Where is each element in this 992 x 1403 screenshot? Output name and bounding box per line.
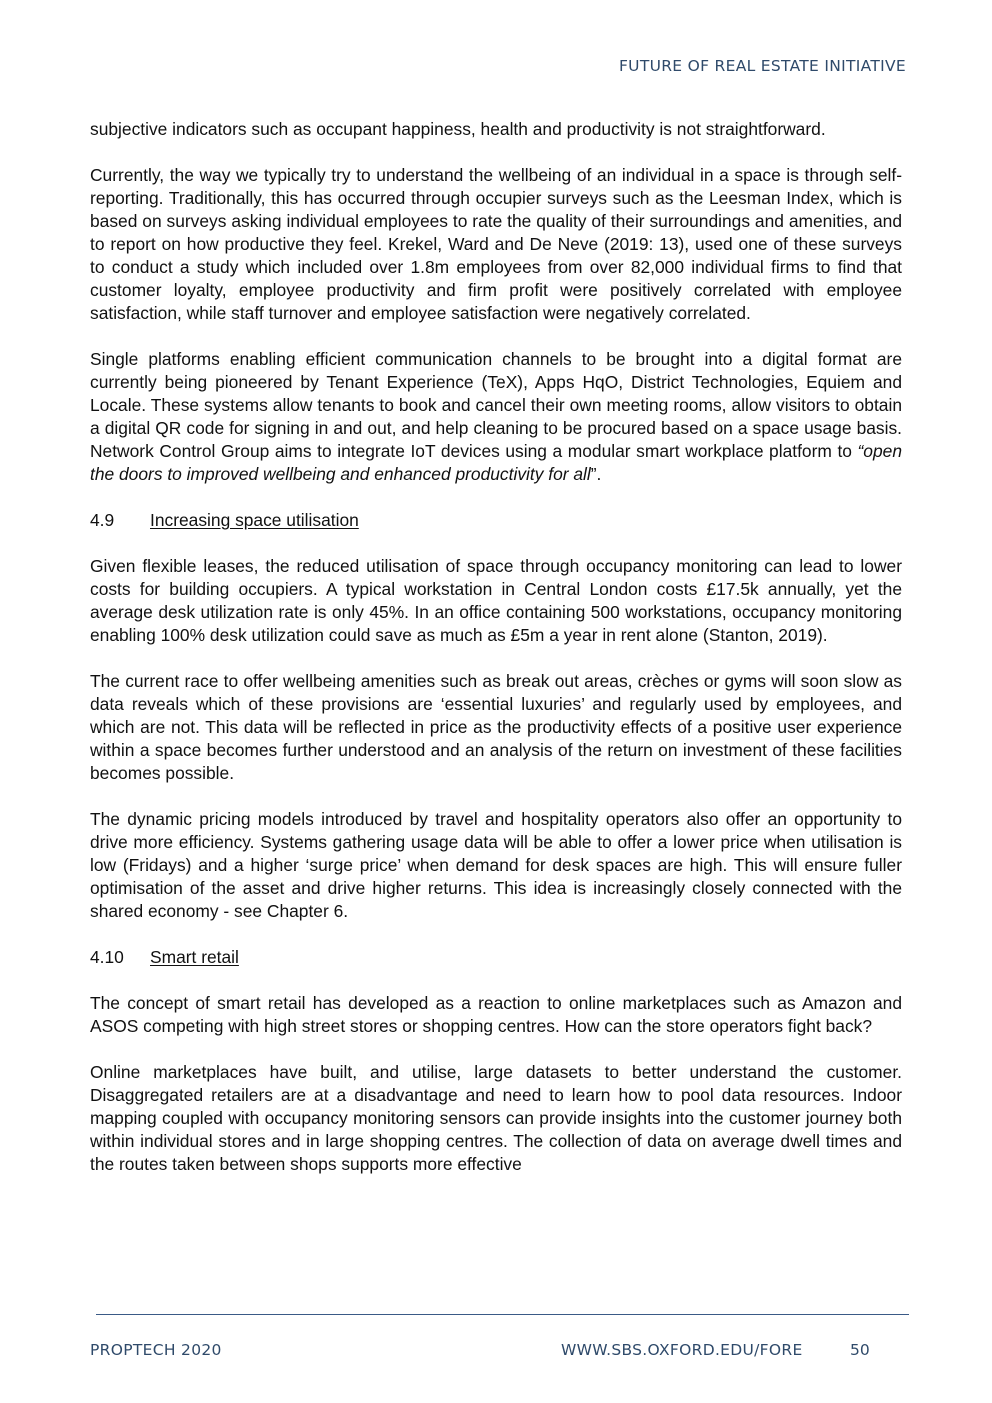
body-paragraph: Online marketplaces have built, and utilise, large datasets to better understand the customer. Disaggregated retailers are at a disadvantage and need to learn how to pool data resources. Indoor mapping coupled with occupancy monitoring sensors can provide insights into the customer journey both within individual stores and in large shopping centres. The collection of data on average dwell times and the routes taken between shops supports more effective bbox=[90, 1062, 902, 1174]
body-paragraph: Given flexible leases, the reduced utilisation of space through occupancy monitoring can lead to lower costs for building occupiers. A typical workstation in Central London costs £17.5k annually, yet the average desk utilization rate is only 45%. In an office containing 500 workstations, occupancy monitoring enabling 100% desk utilization could save as much as £5m a year in rent alone (Stanton, 2019). bbox=[90, 556, 902, 645]
quote-close: ”. bbox=[590, 464, 602, 484]
body-paragraph: The dynamic pricing models introduced by travel and hospitality operators also offer an opportunity to drive more efficiency. Systems gathering usage data will be able to offer a lower price when utilisation is low (Fridays) and a higher ‘surge price’ when demand for desk spaces are high. This will ensure fuller optimisation of the asset and drive higher returns. This idea is increasingly closely connected with the shared economy - see Chapter 6. bbox=[90, 809, 902, 921]
running-header: FUTURE OF REAL ESTATE INITIATIVE bbox=[618, 57, 906, 75]
section-number: 4.10 bbox=[90, 947, 124, 967]
page-body bbox=[90, 118, 902, 1199]
section-heading-4-10 bbox=[90, 946, 902, 969]
footer-url: WWW.SBS.OXFORD.EDU/FORE bbox=[561, 1341, 803, 1359]
section-title: Smart retail bbox=[150, 947, 239, 967]
body-paragraph: The concept of smart retail has developed as a reaction to online marketplaces such as Amazon and ASOS competing with high street stores or shopping centres. How can the store operators fight back? bbox=[90, 993, 902, 1036]
section-title: Increasing space utilisation bbox=[150, 510, 359, 530]
body-paragraph: Currently, the way we typically try to understand the wellbeing of an individual in a space is through self-reporting. Traditionally, this has occurred through occupier surveys such as the Leesman Index, which is based on surveys asking individual employees to rate the quality of their surroundings and amenities, and to report on how productive they feel. Krekel, Ward and De Neve (2019: 13), used one of these surveys to conduct a study which included over 1.8m employees from over 82,000 individual firms to find that customer loyalty, employee productivity and firm profit were positively correlated with employee satisfaction, while staff turnover and employee satisfaction were negatively correlated. bbox=[90, 165, 902, 323]
section-number: 4.9 bbox=[90, 510, 115, 530]
page-number: 50 bbox=[850, 1341, 870, 1359]
footer-publication: PROPTECH 2020 bbox=[90, 1341, 222, 1359]
paragraph-text: Single platforms enabling efficient communication channels to be brought into a digital format are currently being pioneered by Tenant Experience (TeX), Apps HqO, District Technologies, Equiem and Locale. These systems allow tenants to book and cancel their own meeting rooms, allow visitors to obtain a digital QR code for signing in and out, and help cleaning to be procured based on a space usage basis. Network Control Group aims to integrate IoT devices using a modular smart workplace platform to bbox=[90, 349, 902, 461]
body-paragraph bbox=[90, 348, 902, 486]
body-paragraph: subjective indicators such as occupant happiness, health and productivity is not straightforward. bbox=[90, 119, 826, 139]
footer-divider bbox=[96, 1314, 909, 1315]
section-heading-4-9 bbox=[90, 509, 902, 532]
body-paragraph: The current race to offer wellbeing amenities such as break out areas, crèches or gyms will soon slow as data reveals which of these provisions are ‘essential luxuries’ and regularly used by employees, and which are not. This data will be reflected in price as the productivity effects of a positive user experience within a space becomes further understood and an analysis of the return on investment of these facilities becomes possible. bbox=[90, 671, 902, 783]
italic-quote: “open the doors to improved wellbeing and enhanced productivity for all bbox=[90, 441, 902, 484]
